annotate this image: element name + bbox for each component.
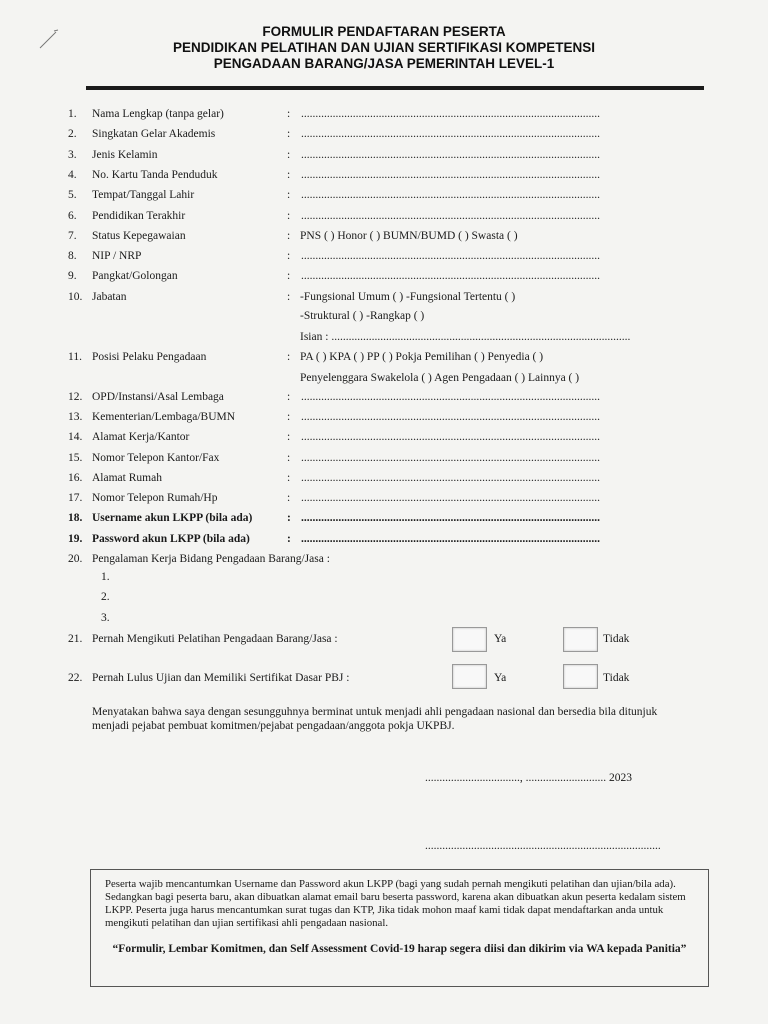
q21-yes-label: Ya <box>494 633 507 645</box>
field-number: 20. <box>68 553 83 565</box>
field-number: 1. <box>68 108 77 120</box>
field-label: Jenis Kelamin <box>92 149 158 161</box>
notice-text: Peserta wajib mencantumkan Username dan Password akun LKPP (bagi yang sudah pernah mengikuti pelatihan dan ujian/bila ada). Sedangkan bagi peserta baru, akan dibuatkan alamat email baru beserta password, karena akan dibuatkan akun peserta kedalam sistem LKPP. Peserta juga harus mencantumkan surat tugas dan KTP, Jika tidak mohon maaf kami tidak dapat mendaftarkan anda untuk mengikuti pelatihan dan ujian sertifikasi ahli pengadaan nasional. <box>105 878 686 929</box>
field-input-line[interactable]: ........................................................................................................ <box>301 472 600 484</box>
field-colon: : <box>287 411 291 423</box>
field-colon: : <box>287 431 291 443</box>
field-input-line[interactable]: ........................................................................................................ <box>301 512 600 524</box>
field-colon: : <box>287 189 291 201</box>
field-label: Posisi Pelaku Pengadaan <box>92 351 207 363</box>
field-input-line[interactable]: ........................................................................................................ <box>301 128 600 140</box>
field-input-line[interactable]: ........................................................................................................ <box>301 492 600 504</box>
field-colon: : <box>287 291 291 303</box>
field-label: Jabatan <box>92 291 127 303</box>
jabatan-isian[interactable] <box>300 330 630 344</box>
field-label: NIP / NRP <box>92 250 142 262</box>
field-input-line[interactable]: ........................................................................................................ <box>301 149 600 161</box>
q22-number: 22. <box>68 672 83 684</box>
field-number: 12. <box>68 391 83 403</box>
field-colon: : <box>287 169 291 181</box>
q21-no-label: Tidak <box>603 633 630 645</box>
field-label: No. Kartu Tanda Penduduk <box>92 169 218 181</box>
field-colon: : <box>287 128 291 140</box>
place-date-field[interactable]: ................................., ............................ 2023 <box>425 772 632 784</box>
q21-number: 21. <box>68 633 83 645</box>
field-label: Singkatan Gelar Akademis <box>92 128 216 140</box>
field-input-line[interactable]: ........................................................................................................ <box>301 169 600 181</box>
field-number: 4. <box>68 169 77 181</box>
field-colon: : <box>287 270 291 282</box>
field-input-line[interactable]: ........................................................................................................ <box>301 210 600 222</box>
q22-no-checkbox[interactable] <box>563 664 598 689</box>
field-number: 17. <box>68 492 83 504</box>
field-number: 9. <box>68 270 77 282</box>
field-label: Pangkat/Golongan <box>92 270 178 282</box>
experience-item: 1. <box>101 571 110 583</box>
field-colon: : <box>287 149 291 161</box>
field-number: 11. <box>68 351 82 363</box>
field-colon: : <box>287 492 291 504</box>
field-number: 19. <box>68 533 83 545</box>
field-input-line[interactable]: ........................................................................................................ <box>301 533 600 545</box>
experience-item: 3. <box>101 612 110 624</box>
declaration-statement: Menyatakan bahwa saya dengan sesungguhnya berminat untuk menjadi ahli pengadaan nasional dan bersedia bila ditunjuk menjadi pejabat pembuat komitmen/pejabat pengadaan/anggota pokja UKPBJ. <box>92 706 658 732</box>
posisi-line-2: Penyelenggara Swakelola ( ) Agen Pengadaan ( ) Lainnya ( ) <box>300 372 580 384</box>
header-divider <box>86 86 704 90</box>
field-label: Pengalaman Kerja Bidang Pengadaan Barang/Jasa : <box>92 553 330 565</box>
field-colon: : <box>287 210 291 222</box>
field-number: 16. <box>68 472 83 484</box>
q21-label: Pernah Mengikuti Pelatihan Pengadaan Barang/Jasa : <box>92 633 338 645</box>
field-colon: : <box>287 108 291 120</box>
field-colon: : <box>287 472 291 484</box>
q22-no-label: Tidak <box>603 672 630 684</box>
field-input-line[interactable]: ........................................................................................................ <box>301 452 600 464</box>
q22-label: Pernah Lulus Ujian dan Memiliki Sertifikat Dasar PBJ : <box>92 672 350 684</box>
isian-label: Isian : <box>300 331 329 343</box>
q21-yes-checkbox[interactable] <box>452 627 487 652</box>
field-colon: : <box>287 351 291 363</box>
field-label: Nama Lengkap (tanpa gelar) <box>92 108 224 120</box>
field-label: Alamat Rumah <box>92 472 162 484</box>
field-label: OPD/Instansi/Asal Lembaga <box>92 391 224 403</box>
field-label: Tempat/Tanggal Lahir <box>92 189 195 201</box>
field-input-line[interactable]: ........................................................................................................ <box>301 108 600 120</box>
field-label: Pendidikan Terakhir <box>92 210 186 222</box>
field-label: Password akun LKPP (bila ada) <box>92 533 250 545</box>
field-input-line[interactable]: ........................................................................................................ <box>301 250 600 262</box>
field-number: 2. <box>68 128 77 140</box>
signature-line[interactable]: .................................................................................. <box>425 840 661 852</box>
field-number: 14. <box>68 431 83 443</box>
field-input-line[interactable]: ........................................................................................................ <box>301 431 600 443</box>
field-colon: : <box>287 230 291 242</box>
field-label: Kementerian/Lembaga/BUMN <box>92 411 236 423</box>
field-number: 8. <box>68 250 77 262</box>
field-label: Username akun LKPP (bila ada) <box>92 512 253 524</box>
field-number: 15. <box>68 452 83 464</box>
header-level: PENGADAAN BARANG/JASA PEMERINTAH LEVEL-1 <box>213 56 555 71</box>
field-label: Nomor Telepon Rumah/Hp <box>92 492 218 504</box>
field-colon: : <box>287 533 291 545</box>
form-header <box>0 24 768 72</box>
experience-item: 2. <box>101 591 110 603</box>
field-number: 18. <box>68 512 83 524</box>
field-colon: : <box>287 391 291 403</box>
header-subtitle: PENDIDIKAN PELATIHAN DAN UJIAN SERTIFIKASI KOMPETENSI <box>172 40 596 55</box>
q22-yes-label: Ya <box>494 672 507 684</box>
q22-yes-checkbox[interactable] <box>452 664 487 689</box>
isian-dots: ........................................................................................................ <box>331 331 631 343</box>
field-options[interactable]: PA ( ) KPA ( ) PP ( ) Pokja Pemilihan ( ) Penyedia ( ) <box>300 351 544 363</box>
q21-no-checkbox[interactable] <box>563 627 598 652</box>
field-label: Alamat Kerja/Kantor <box>92 431 190 443</box>
notice-box <box>90 869 709 987</box>
field-colon: : <box>287 250 291 262</box>
field-number: 7. <box>68 230 77 242</box>
field-number: 5. <box>68 189 77 201</box>
field-input-line[interactable]: ........................................................................................................ <box>301 270 600 282</box>
field-options[interactable]: PNS ( ) Honor ( ) BUMN/BUMD ( ) Swasta ( ) <box>300 230 518 242</box>
field-label: Nomor Telepon Kantor/Fax <box>92 452 220 464</box>
notice-quote: “Formulir, Lembar Komitmen, dan Self Assessment Covid-19 harap segera diisi dan dikirim via WA kepada Panitia” <box>112 943 687 955</box>
header-title: FORMULIR PENDAFTARAN PESERTA <box>262 24 506 39</box>
field-colon: : <box>287 512 291 524</box>
field-number: 10. <box>68 291 83 303</box>
field-colon: : <box>287 452 291 464</box>
field-input-line[interactable]: ........................................................................................................ <box>301 391 600 403</box>
field-number: 6. <box>68 210 77 222</box>
jabatan-line-2: -Struktural ( ) -Rangkap ( ) <box>300 310 425 322</box>
field-label: Status Kepegawaian <box>92 230 186 242</box>
field-number: 13. <box>68 411 83 423</box>
field-input-line[interactable]: ........................................................................................................ <box>301 411 600 423</box>
field-input-line[interactable]: ........................................................................................................ <box>301 189 600 201</box>
field-number: 3. <box>68 149 77 161</box>
field-options[interactable]: -Fungsional Umum ( ) -Fungsional Tertentu ( ) <box>300 291 516 303</box>
